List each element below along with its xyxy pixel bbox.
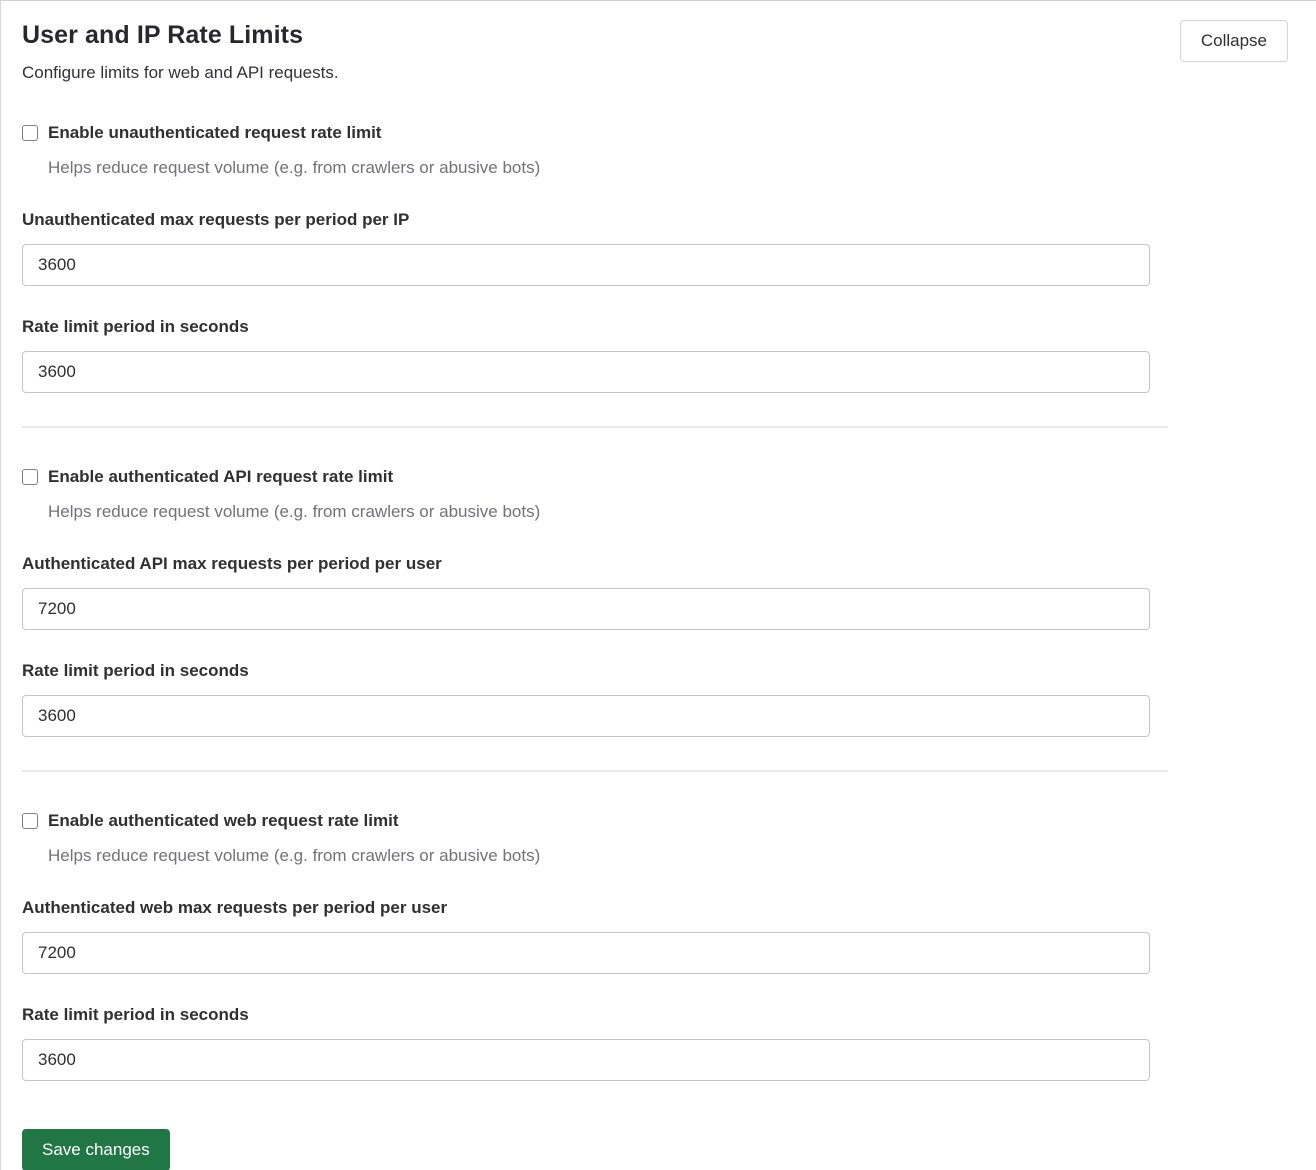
section-authenticated-api: [22, 465, 1288, 737]
checkbox-row: [22, 809, 1288, 832]
field-label: Rate limit period in seconds: [22, 317, 249, 336]
checkbox-row: [22, 121, 1288, 144]
authenticated-web-max-requests-input[interactable]: [22, 932, 1150, 974]
panel-header-text: [22, 20, 339, 84]
section-authenticated-web: [22, 809, 1288, 1081]
checkbox-help-text: Helps reduce request volume (e.g. from crawlers or abusive bots): [48, 846, 541, 865]
checkbox-help-text: Helps reduce request volume (e.g. from crawlers or abusive bots): [48, 158, 541, 177]
panel-header: [22, 20, 1288, 84]
checkbox-label[interactable]: Enable unauthenticated request rate limit: [48, 123, 382, 142]
authenticated-api-rate-limit-period-input[interactable]: [22, 695, 1150, 737]
field-label: Rate limit period in seconds: [22, 661, 249, 680]
enable-authenticated-api-request-rate-limit-checkbox[interactable]: [22, 469, 38, 485]
checkbox-label[interactable]: Enable authenticated web request rate limit: [48, 811, 399, 830]
collapse-button[interactable]: Collapse: [1180, 20, 1288, 62]
page-subtitle: Configure limits for web and API requests.: [22, 63, 339, 82]
enable-unauthenticated-request-rate-limit-checkbox[interactable]: [22, 125, 38, 141]
checkbox-label[interactable]: Enable authenticated API request rate limit: [48, 467, 394, 486]
enable-authenticated-web-request-rate-limit-checkbox[interactable]: [22, 813, 38, 829]
section-divider: [22, 426, 1168, 428]
authenticated-api-max-requests-input[interactable]: [22, 588, 1150, 630]
unauthenticated-rate-limit-period-input[interactable]: [22, 351, 1150, 393]
unauthenticated-max-requests-input[interactable]: [22, 244, 1150, 286]
checkbox-help-text: Helps reduce request volume (e.g. from crawlers or abusive bots): [48, 502, 541, 521]
section-divider: [22, 770, 1168, 772]
save-changes-button[interactable]: Save changes: [22, 1129, 170, 1170]
field-label: Rate limit period in seconds: [22, 1005, 249, 1024]
authenticated-web-rate-limit-period-input[interactable]: [22, 1039, 1150, 1081]
field-label: Authenticated web max requests per period per user: [22, 898, 448, 917]
section-unauthenticated: [22, 121, 1288, 393]
checkbox-row: [22, 465, 1288, 488]
field-label: Authenticated API max requests per period per user: [22, 554, 442, 573]
field-label: Unauthenticated max requests per period per IP: [22, 210, 410, 229]
page-title: User and IP Rate Limits: [22, 21, 304, 49]
